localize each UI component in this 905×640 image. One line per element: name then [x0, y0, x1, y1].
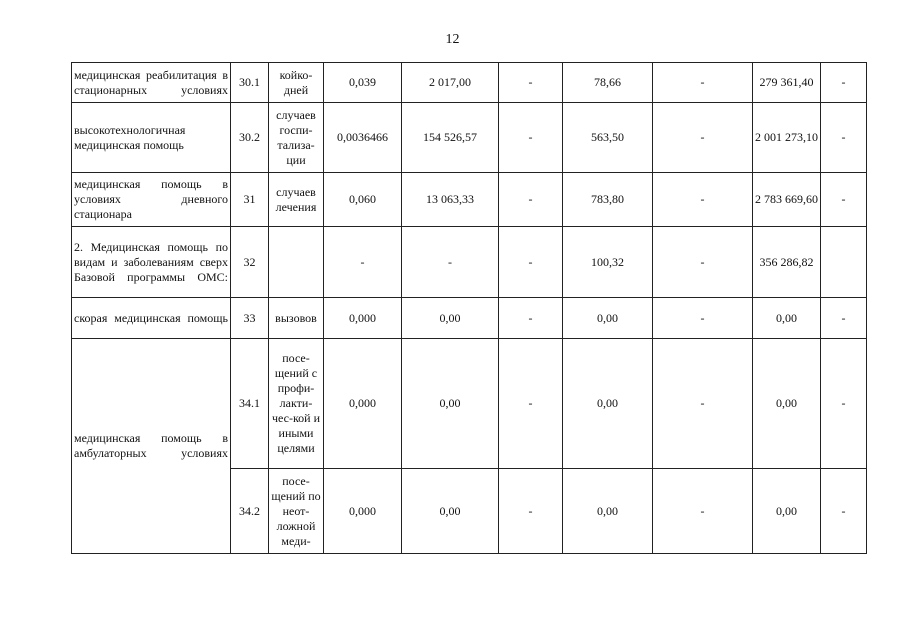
- cell-value: 0,00: [402, 469, 499, 554]
- row-name: медицинская реабилитация в стационарных условиях: [72, 63, 231, 103]
- table-row: [72, 227, 867, 298]
- cell-value: 0,00: [402, 339, 499, 469]
- cell-value: 0,060: [324, 173, 402, 227]
- cell-value: 2 783 669,60: [753, 173, 821, 227]
- table-row: [72, 339, 867, 469]
- cell-value: 0,039: [324, 63, 402, 103]
- cell-value: 563,50: [563, 103, 653, 173]
- cell-value: -: [499, 103, 563, 173]
- cell-value: 13 063,33: [402, 173, 499, 227]
- row-name: высокотехнологичная медицинская помощь: [72, 103, 231, 173]
- cell-value: 0,00: [402, 298, 499, 339]
- cell-value: -: [499, 227, 563, 298]
- row-name: скорая медицинская помощь: [72, 298, 231, 339]
- table-row: [72, 63, 867, 103]
- row-unit: [269, 227, 324, 298]
- cell-value: [821, 227, 867, 298]
- cell-value: -: [402, 227, 499, 298]
- page-number: 12: [445, 32, 460, 47]
- row-unit: вызовов: [269, 298, 324, 339]
- cell-value: 0,00: [563, 298, 653, 339]
- row-name: медицинская помощь в амбулаторных условиях: [72, 339, 231, 554]
- cell-value: 0,00: [563, 469, 653, 554]
- row-number: 30.1: [231, 63, 269, 103]
- table-row: [72, 103, 867, 173]
- row-number: 34.1: [231, 339, 269, 469]
- cell-value: 783,80: [563, 173, 653, 227]
- row-unit: посе-щений по неот-ложной меди-: [269, 469, 324, 554]
- cell-value: -: [821, 298, 867, 339]
- cell-value: 0,000: [324, 469, 402, 554]
- row-unit: случаев лечения: [269, 173, 324, 227]
- row-unit: койко-дней: [269, 63, 324, 103]
- cell-value: -: [653, 469, 753, 554]
- cell-value: -: [653, 227, 753, 298]
- cell-value: 0,00: [753, 298, 821, 339]
- cell-value: 154 526,57: [402, 103, 499, 173]
- cell-value: 100,32: [563, 227, 653, 298]
- cell-value: -: [324, 227, 402, 298]
- cell-value: -: [653, 63, 753, 103]
- cell-value: -: [821, 339, 867, 469]
- row-unit: посе-щений с профи-лакти-чес-кой и иными целями: [269, 339, 324, 469]
- cell-value: 0,00: [753, 339, 821, 469]
- cell-value: 2 001 273,10: [753, 103, 821, 173]
- cell-value: -: [499, 298, 563, 339]
- row-number: 32: [231, 227, 269, 298]
- cell-value: 78,66: [563, 63, 653, 103]
- cell-value: -: [821, 63, 867, 103]
- cell-value: 0,00: [563, 339, 653, 469]
- cell-value: -: [653, 339, 753, 469]
- cell-value: -: [499, 63, 563, 103]
- cell-value: 279 361,40: [753, 63, 821, 103]
- table-row: [72, 298, 867, 339]
- cell-value: 0,000: [324, 298, 402, 339]
- data-table: [71, 62, 867, 554]
- cell-value: -: [499, 173, 563, 227]
- cell-value: 356 286,82: [753, 227, 821, 298]
- row-number: 34.2: [231, 469, 269, 554]
- cell-value: -: [499, 339, 563, 469]
- row-name: медицинская помощь в условиях дневного стационара: [72, 173, 231, 227]
- row-unit: случаев госпи-тализа-ции: [269, 103, 324, 173]
- table-row: [72, 173, 867, 227]
- cell-value: -: [821, 173, 867, 227]
- cell-value: -: [821, 103, 867, 173]
- cell-value: -: [653, 298, 753, 339]
- cell-value: -: [499, 469, 563, 554]
- row-name: 2. Медицинская помощь по видам и заболеваниям сверх Базовой программы ОМС:: [72, 227, 231, 298]
- cell-value: 0,000: [324, 339, 402, 469]
- cell-value: -: [821, 469, 867, 554]
- cell-value: 0,0036466: [324, 103, 402, 173]
- cell-value: 0,00: [753, 469, 821, 554]
- cell-value: -: [653, 103, 753, 173]
- row-number: 31: [231, 173, 269, 227]
- cell-value: -: [653, 173, 753, 227]
- row-number: 33: [231, 298, 269, 339]
- cell-value: 2 017,00: [402, 63, 499, 103]
- row-number: 30.2: [231, 103, 269, 173]
